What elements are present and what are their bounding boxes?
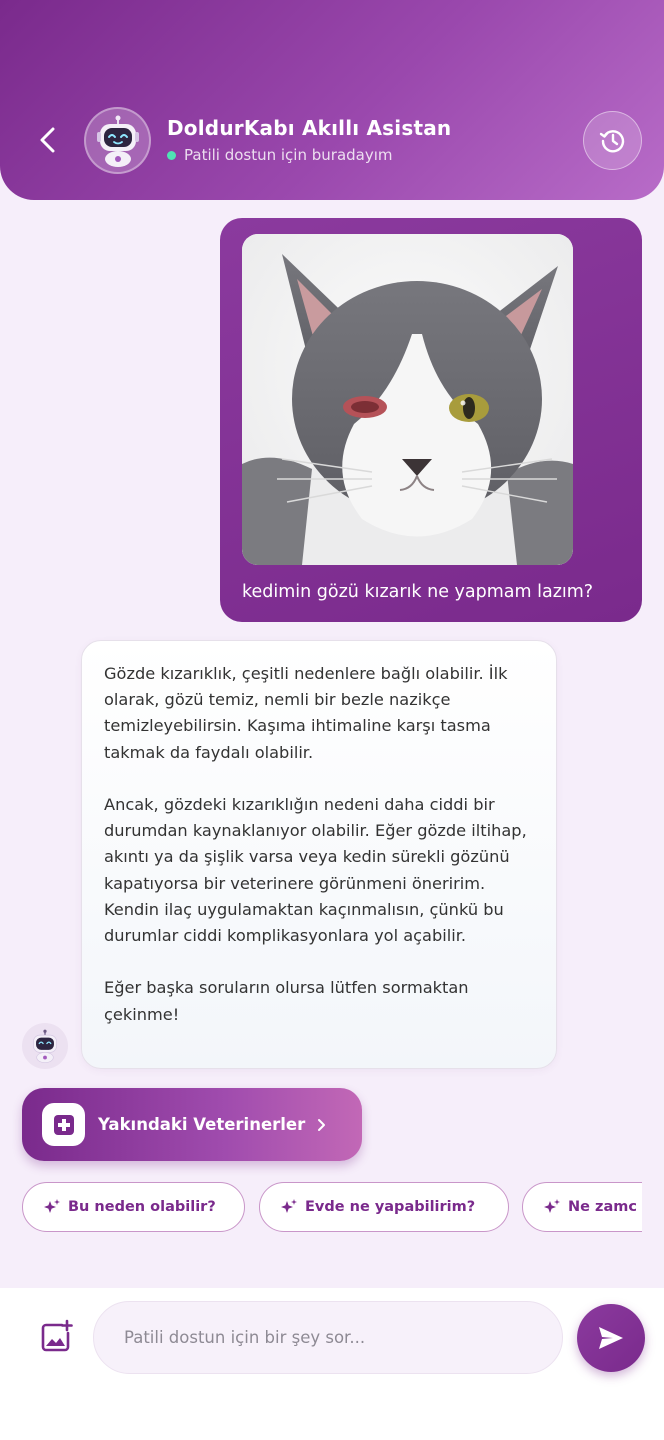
sparkle-icon bbox=[280, 1198, 298, 1216]
assistant-message-avatar bbox=[22, 1023, 68, 1069]
history-icon bbox=[598, 126, 628, 156]
cat-photo[interactable] bbox=[242, 234, 573, 565]
suggestion-label: Ne zamc bbox=[568, 1199, 637, 1215]
history-button[interactable] bbox=[583, 111, 642, 170]
status-text: Patili dostun için buradayım bbox=[184, 146, 393, 164]
message-composer bbox=[0, 1288, 664, 1440]
user-message-text: kedimin gözü kızarık ne yapmam lazım? bbox=[242, 582, 594, 602]
back-button[interactable] bbox=[26, 118, 70, 162]
message-input[interactable] bbox=[93, 1301, 563, 1374]
robot-icon bbox=[29, 1029, 61, 1063]
assistant-message-bubble bbox=[81, 640, 557, 1069]
send-button[interactable] bbox=[577, 1304, 645, 1372]
suggestion-label: Bu neden olabilir? bbox=[68, 1199, 216, 1215]
nearby-vets-label: Yakındaki Veterinerler bbox=[98, 1115, 306, 1134]
suggestion-label: Evde ne yapabilirim? bbox=[305, 1199, 476, 1215]
assistant-avatar bbox=[84, 107, 151, 174]
chevron-left-icon bbox=[36, 125, 60, 155]
chevron-right-icon bbox=[317, 1118, 327, 1132]
assistant-paragraph: Gözde kızarıklık, çeşitli nedenlere bağlı olabilir. İlk olarak, gözü temiz, nemli bir bezle nazikçe temizleyebilirsin. Kaşıma ihtimaline karşı tasma takmak da faydalı olabilir. bbox=[104, 664, 508, 762]
sparkle-icon bbox=[43, 1198, 61, 1216]
send-icon bbox=[596, 1323, 626, 1353]
add-image-icon bbox=[38, 1319, 74, 1355]
robot-icon bbox=[93, 115, 143, 167]
user-message-bubble bbox=[220, 218, 642, 622]
medical-plus-icon bbox=[42, 1103, 85, 1146]
nearby-vets-button[interactable] bbox=[22, 1088, 362, 1161]
add-image-button[interactable] bbox=[36, 1317, 76, 1357]
suggestion-chips bbox=[22, 1182, 642, 1234]
sparkle-icon bbox=[543, 1198, 561, 1216]
assistant-paragraph: Eğer başka soruların olursa lütfen sormaktan çekinme! bbox=[104, 978, 469, 1024]
chat-header bbox=[0, 0, 664, 200]
suggestion-chip[interactable] bbox=[259, 1182, 509, 1232]
suggestion-chip[interactable] bbox=[22, 1182, 245, 1232]
suggestion-chip[interactable] bbox=[522, 1182, 642, 1232]
online-dot bbox=[167, 151, 176, 160]
assistant-name: DoldurKabı Akıllı Asistan bbox=[167, 116, 452, 140]
assistant-paragraph: Ancak, gözdeki kızarıklığın nedeni daha ciddi bir durumdan kaynaklanıyor olabilir. Eğer gözde iltihap, akıntı ya da şişlik varsa veya kedin sürekli gözünü kapatıyorsa bir veterinere görünmeni öneririm. Kendin ilaç uygulamaktan kaçınmalısın, çünkü bu durumlar ciddi komplikasyonlara yol açabilir. bbox=[104, 795, 527, 946]
online-status bbox=[167, 146, 393, 164]
